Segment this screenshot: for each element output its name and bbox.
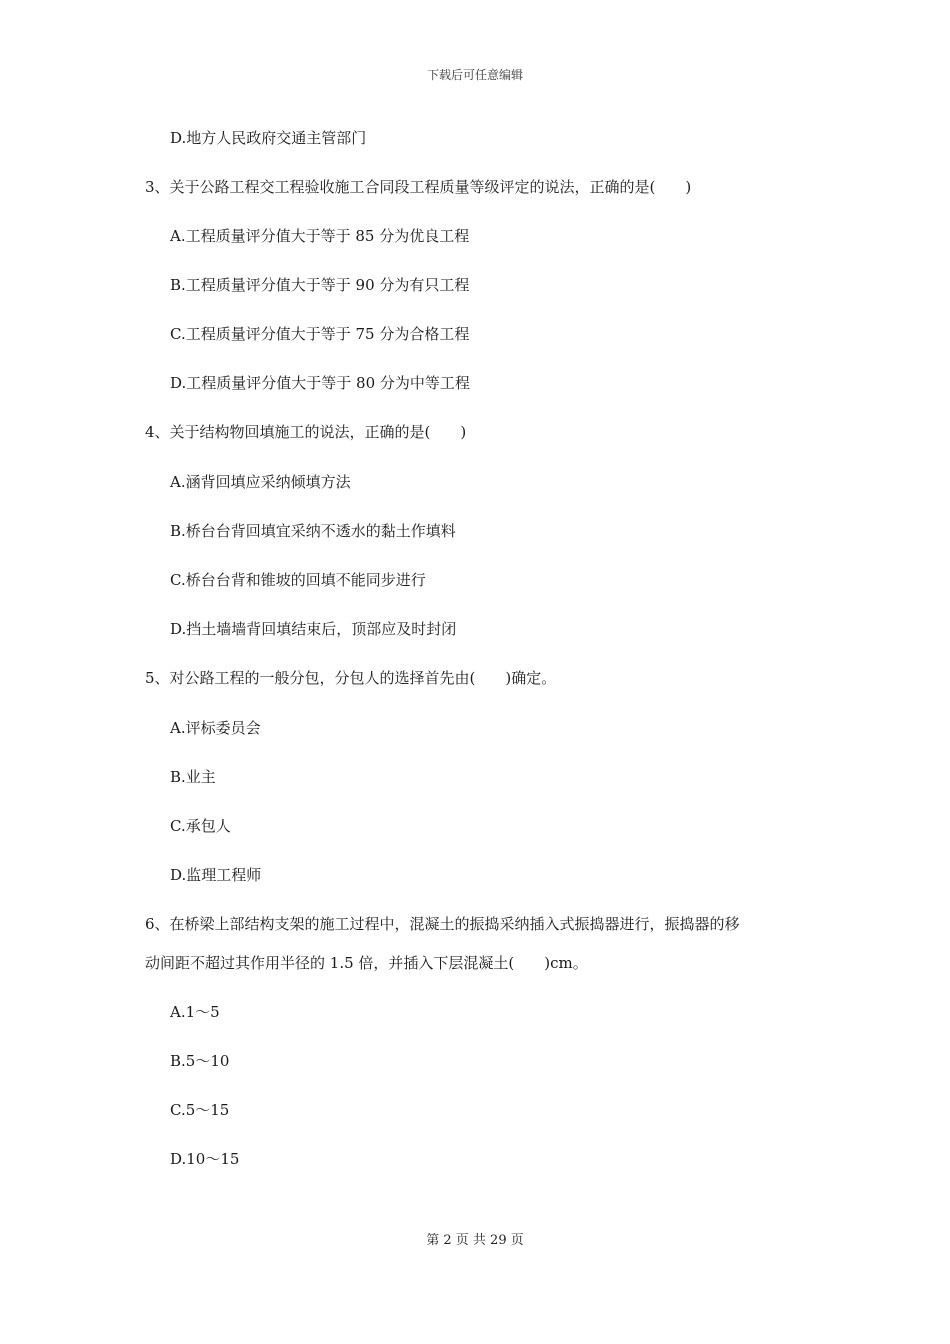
question-4-stem: 4、关于结构物回填施工的说法，正确的是( ) [145,423,467,441]
question-3-stem: 3、关于公路工程交工程验收施工合同段工程质量等级评定的说法，正确的是( ) [145,178,692,196]
question-5-option-b: B.业主 [170,768,216,786]
question-5-option-a: A.评标委员会 [170,719,261,737]
question-3-option-d: D.工程质量评分值大于等于 80 分为中等工程 [170,374,470,392]
question-5-option-d: D.监理工程师 [170,866,262,884]
question-4-option-c: C.桥台台背和锥坡的回填不能同步进行 [170,571,426,589]
question-4-option-d: D.挡土墙墙背回填结束后，顶部应及时封闭 [170,620,457,638]
question-5-stem: 5、对公路工程的一般分包，分包人的选择首先由( )确定。 [145,669,557,687]
question-3-option-c: C.工程质量评分值大于等于 75 分为合格工程 [170,325,470,343]
question-3-option-a: A.工程质量评分值大于等于 85 分为优良工程 [170,227,470,245]
question-6-option-c: C.5～15 [170,1101,230,1119]
question-6-stem-line1: 6、在桥梁上部结构支架的施工过程中，混凝土的振捣采纳插入式振捣器进行，振捣器的移 [145,915,740,933]
question-4-option-b: B.桥台台背回填宜采纳不透水的黏土作填料 [170,522,456,540]
page-footer-info: 第 2 页 共 29 页 [426,1233,524,1248]
option-d-prev: D.地方人民政府交通主管部门 [170,129,367,147]
page-header-note: 下载后可任意编辑 [426,68,523,82]
question-6-stem-line2: 动间距不超过其作用半径的 1.5 倍，并插入下层混凝土( )cm。 [145,954,588,972]
question-6-option-b: B.5～10 [170,1052,230,1070]
question-5-option-c: C.承包人 [170,817,231,835]
question-4-option-a: A.涵背回填应采纳倾填方法 [170,473,351,491]
question-3-option-b: B.工程质量评分值大于等于 90 分为有只工程 [170,276,470,294]
question-6-option-a: A.1～5 [170,1003,220,1021]
question-6-option-d: D.10～15 [170,1150,240,1168]
